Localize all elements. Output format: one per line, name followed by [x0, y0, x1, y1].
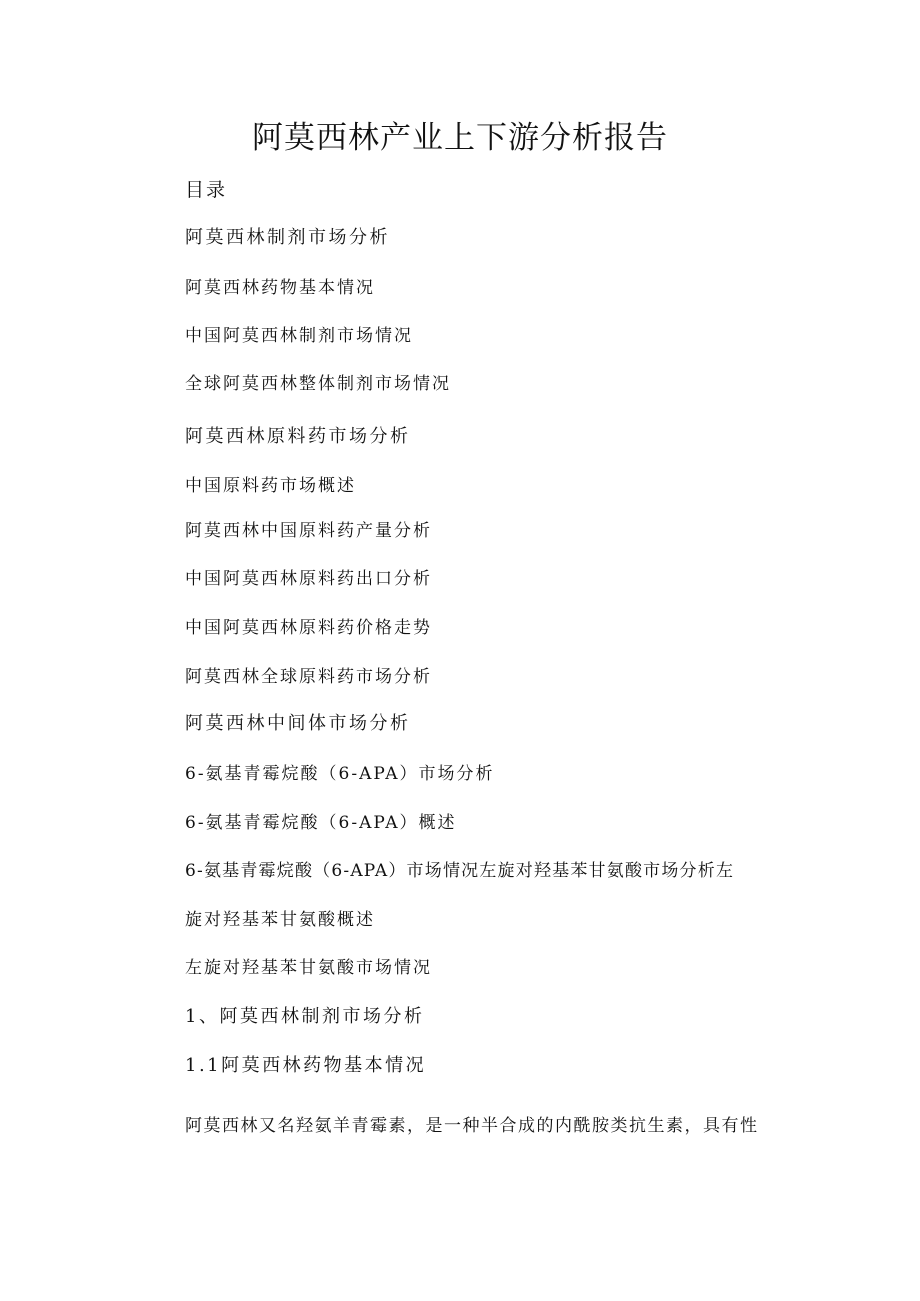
toc-heading: 目录: [185, 179, 228, 201]
toc-item: 中国阿莫西林制剂市场情况: [185, 326, 413, 346]
toc-item: 中国阿莫西林原料药价格走势: [185, 618, 432, 638]
toc-item: 中国原料药市场概述: [185, 476, 356, 496]
toc-item: 6-氨基青霉烷酸（6-APA）市场情况左旋对羟基苯甘氨酸市场分析左: [185, 861, 735, 881]
toc-item: 阿莫西林药物基本情况: [185, 278, 375, 298]
body-paragraph: 阿莫西林又名羟氨羊青霉素，是一种半合成的内酰胺类抗生素，具有性: [185, 1116, 759, 1136]
subsection-heading: 1.1阿莫西林药物基本情况: [185, 1055, 427, 1076]
toc-item: 阿莫西林制剂市场分析: [185, 227, 390, 248]
toc-item: 阿莫西林中国原料药产量分析: [185, 521, 432, 541]
toc-item: 阿莫西林中间体市场分析: [185, 713, 411, 734]
toc-item: 旋对羟基苯甘氨酸概述: [185, 910, 375, 930]
toc-item: 左旋对羟基苯甘氨酸市场情况: [185, 958, 432, 978]
toc-item: 阿莫西林全球原料药市场分析: [185, 667, 432, 687]
toc-item: 6-氨基青霉烷酸（6-APA）概述: [185, 813, 457, 833]
section-heading: 1、阿莫西林制剂市场分析: [185, 1006, 425, 1027]
toc-item: 中国阿莫西林原料药出口分析: [185, 569, 432, 589]
toc-item: 全球阿莫西林整体制剂市场情况: [185, 374, 451, 394]
toc-item: 阿莫西林原料药市场分析: [185, 426, 411, 447]
document-title: 阿莫西林产业上下游分析报告: [252, 120, 668, 156]
toc-item: 6-氨基青霉烷酸（6-APA）市场分析: [185, 764, 495, 784]
